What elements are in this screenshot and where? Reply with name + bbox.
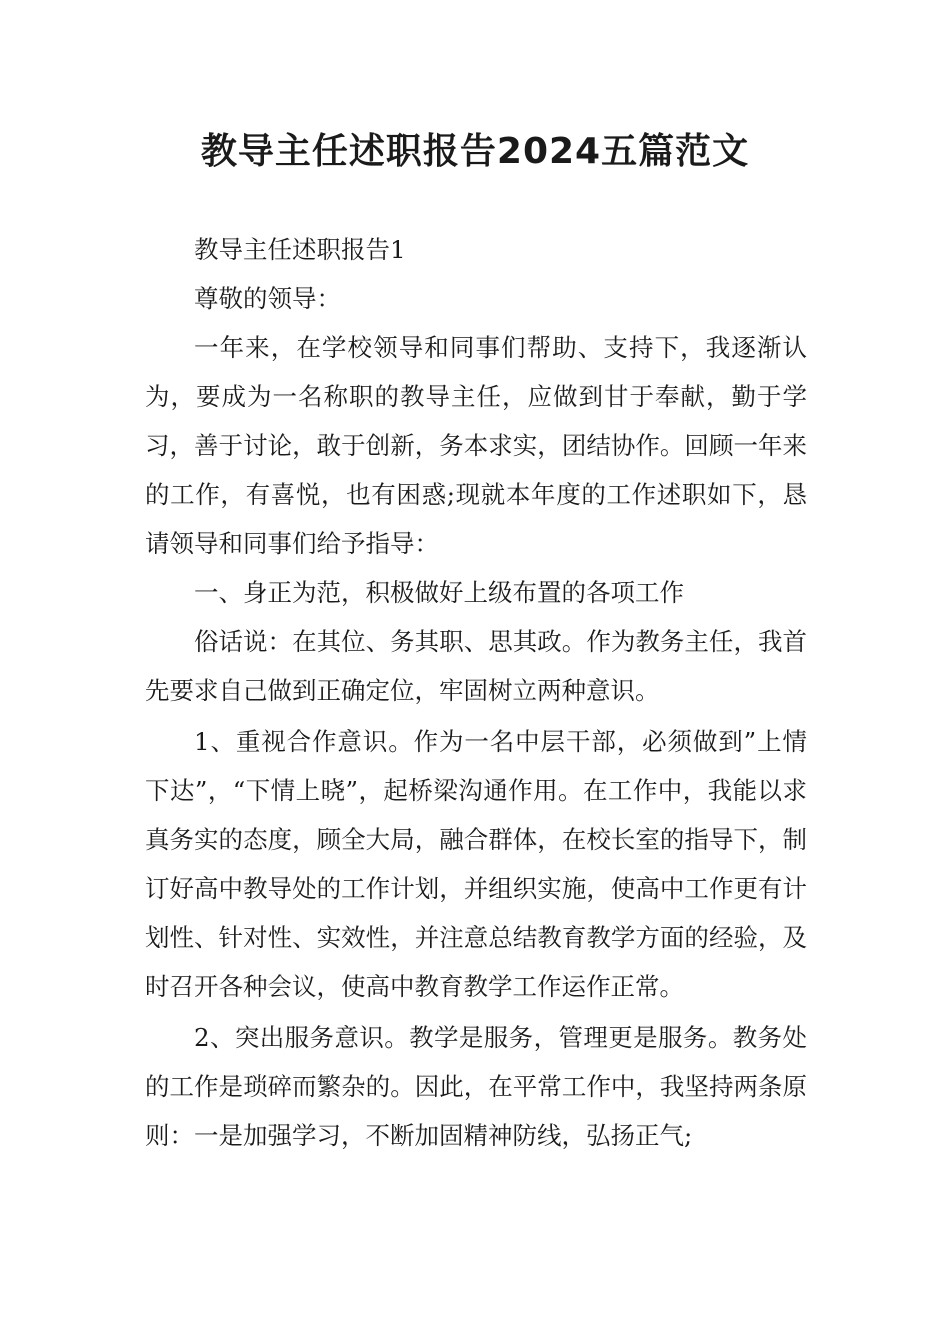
paragraph: 俗话说：在其位、务其职、思其政。作为教务主任，我首先要求自己做到正确定位，牢固树立两种意识。 (145, 627, 807, 705)
paragraph-cooperation: 1、重视合作意识。作为一名中层干部，必须做到”上情下达”，“下情上晓”，起桥梁沟通作用。在工作中，我能以求真务实的态度，顾全大局，融合群体，在校长室的指导下，制订好高中教导处的工作计划，并组织实施，使高中工作更有计划性、针对性、实效性，并注意总结教育教学方面的经验，及时召开各种会议，使高中教育教学工作运作正常。 (145, 727, 807, 1001)
section-heading: 教导主任述职报告1 (194, 235, 406, 264)
salutation: 尊敬的领导： (194, 284, 341, 313)
document-title: 教导主任述职报告2024五篇范文 (200, 131, 750, 172)
document-body (145, 225, 807, 1160)
intro-paragraph: 一年来，在学校领导和同事们帮助、支持下，我逐渐认为，要成为一名称职的教导主任，应做到甘于奉献，勤于学习，善于讨论，敢于创新，务本求实，团结协作。回顾一年来的工作，有喜悦，也有困惑;现就本年度的工作述职如下，恳请领导和同事们给予指导： (145, 333, 807, 558)
paragraph-service: 2、突出服务意识。教学是服务，管理更是服务。教务处的工作是琐碎而繁杂的。因此，在平常工作中，我坚持两条原则：一是加强学习，不断加固精神防线，弘扬正气; (145, 1023, 807, 1150)
subheading-one: 一、身正为范，积极做好上级布置的各项工作 (194, 578, 684, 607)
